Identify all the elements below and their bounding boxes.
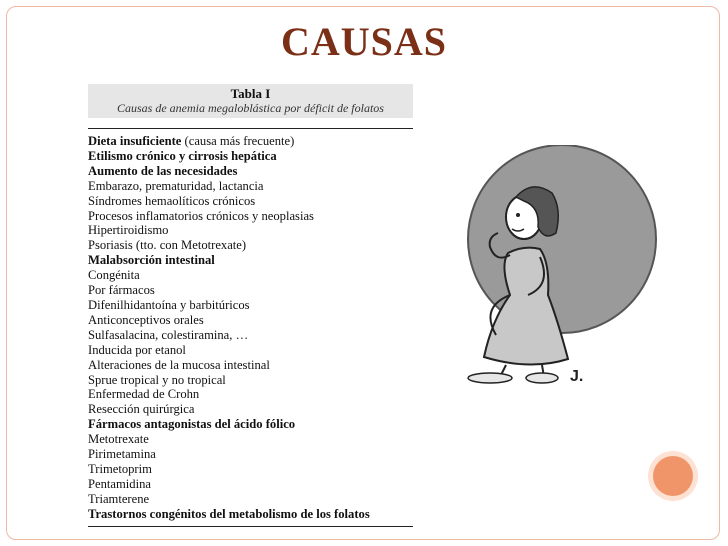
row-text: Congénita xyxy=(88,268,140,283)
row-text: Pentamidina xyxy=(88,476,151,491)
row-note: (causa más frecuente) xyxy=(181,134,295,148)
pregnant-woman-illustration xyxy=(440,145,675,390)
row-text: Enfermedad de Crohn xyxy=(88,387,200,402)
table-row xyxy=(88,179,413,194)
eye xyxy=(516,213,520,217)
row-text: Aumento de las necesidades xyxy=(88,163,238,178)
table-row xyxy=(88,164,413,179)
row-text: Etilismo crónico y cirrosis hepática xyxy=(88,148,277,163)
table-top-rule xyxy=(88,128,413,129)
table-row xyxy=(88,492,413,507)
table-row xyxy=(88,194,413,209)
row-text: Sprue tropical y no tropical xyxy=(88,372,226,387)
row-text: Psoriasis (tto. con Metotrexate) xyxy=(88,238,247,253)
row-text: Malabsorción intestinal xyxy=(88,253,215,268)
slide-title: CAUSAS xyxy=(280,19,448,64)
table-row xyxy=(88,253,413,268)
table-row xyxy=(88,343,413,358)
row-text: Fármacos antagonistas del ácido fólico xyxy=(88,417,296,432)
table-row xyxy=(88,358,413,373)
row-text: Dieta insuficiente xyxy=(88,134,182,148)
table-row xyxy=(88,477,413,492)
table-row xyxy=(88,402,413,417)
table-row xyxy=(88,223,413,238)
row-text: Procesos inflamatorios crónicos y neoplasias xyxy=(88,208,314,223)
left-shoe xyxy=(468,373,512,383)
table-row xyxy=(88,373,413,388)
row-text: Pirimetamina xyxy=(88,447,156,462)
table-row xyxy=(88,298,413,313)
table-row xyxy=(88,328,413,343)
table-row xyxy=(88,462,413,477)
row-text: Inducida por etanol xyxy=(88,342,186,357)
row-text: Alteraciones de la mucosa intestinal xyxy=(88,357,270,372)
table-row xyxy=(88,283,413,298)
row-text: Trastornos congénitos del metabolismo de los folatos xyxy=(88,506,370,521)
table-row xyxy=(88,209,413,224)
table-row xyxy=(88,134,413,149)
row-text: Triamterene xyxy=(88,491,150,506)
row-text: Anticonceptivos orales xyxy=(88,312,204,327)
table-label: Tabla I xyxy=(230,86,271,101)
row-text: Síndromes hemaolíticos crónicos xyxy=(88,193,256,208)
illustration-svg xyxy=(440,145,675,390)
table-row xyxy=(88,238,413,253)
row-text: Difenilhidantoína y barbitúricos xyxy=(88,297,250,312)
row-text: Embarazo, prematuridad, lactancia xyxy=(88,178,264,193)
artist-signature: J. xyxy=(570,368,584,385)
table-rows xyxy=(88,134,413,522)
table-header xyxy=(88,84,413,118)
row-text: Por fármacos xyxy=(88,283,155,298)
table-row xyxy=(88,507,413,522)
table-bottom-rule xyxy=(88,526,413,527)
row-text: Trimetoprim xyxy=(88,461,152,476)
causes-table xyxy=(88,84,413,522)
table-row xyxy=(88,149,413,164)
table-row xyxy=(88,313,413,328)
decorative-orb xyxy=(653,456,693,496)
right-shoe xyxy=(526,373,558,383)
table-row xyxy=(88,432,413,447)
table-row xyxy=(88,268,413,283)
row-text: Hipertiroidismo xyxy=(88,223,169,238)
table-row xyxy=(88,387,413,402)
table-caption: Causas de anemia megaloblástica por déficit de folatos xyxy=(117,101,384,115)
row-text: Sulfasalacina, colestiramina, … xyxy=(88,327,249,342)
table-row xyxy=(88,417,413,432)
table-row xyxy=(88,447,413,462)
row-text: Resección quirúrgica xyxy=(88,402,195,417)
row-text: Metotrexate xyxy=(88,432,149,447)
